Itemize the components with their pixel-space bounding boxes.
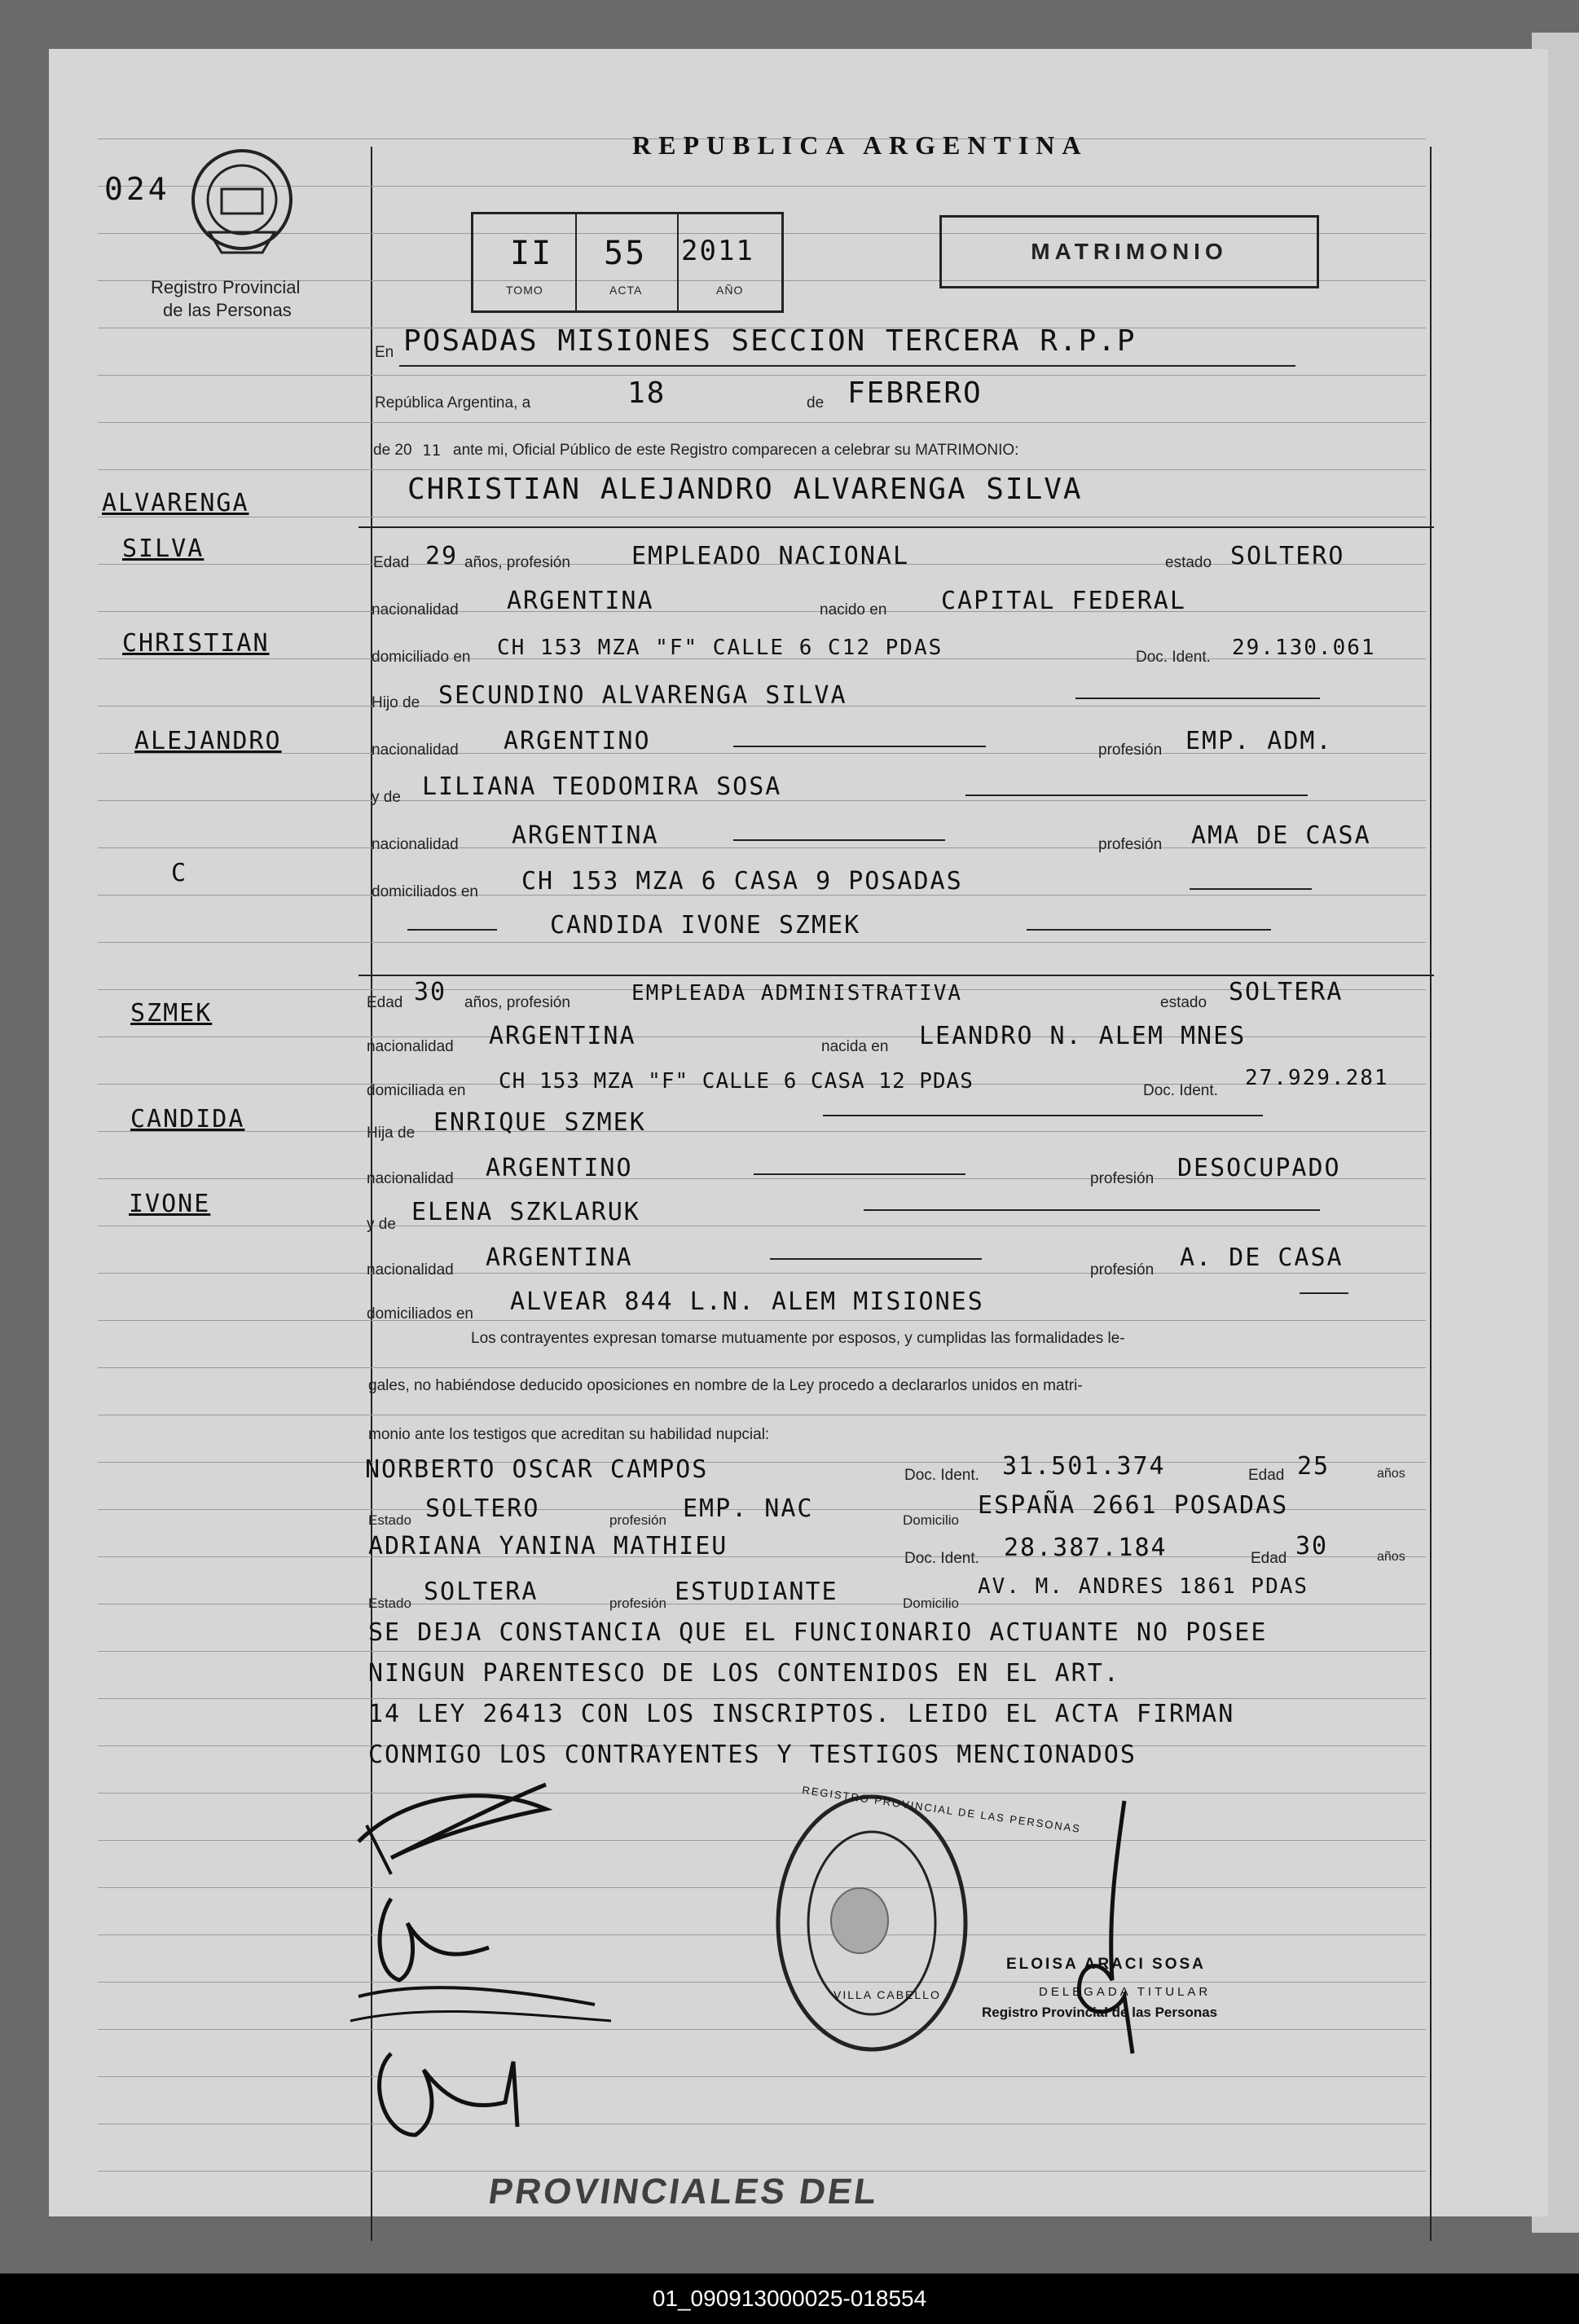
ruled-line	[98, 611, 1426, 612]
label: y de	[367, 1216, 396, 1233]
groom-full-name: CHRISTIAN ALEJANDRO ALVARENGA SILVA	[407, 473, 1083, 506]
label: Edad	[1248, 1467, 1285, 1484]
label: años, profesión	[464, 554, 570, 571]
note-line-2: NINGUN PARENTESCO DE LOS CONTENIDOS EN EL ART.	[368, 1659, 1120, 1688]
act-type-box: MATRIMONIO	[939, 215, 1319, 288]
groom-marital: SOLTERO	[1230, 542, 1345, 570]
witness-2-address: AV. M. ANDRES 1861 PDAS	[978, 1574, 1309, 1599]
label: y de	[372, 789, 401, 806]
label: domiciliado en	[372, 649, 471, 666]
stamp-inner-text: VILLA CABELLO	[833, 1988, 941, 2001]
label: Hijo de	[372, 694, 420, 711]
ruled-line	[98, 2076, 1426, 2077]
underline	[965, 794, 1308, 796]
label: nacida en	[821, 1038, 889, 1055]
bride-doc: 27.929.281	[1245, 1066, 1389, 1090]
note-line-4: CONMIGO LOS CONTRAYENTES Y TESTIGOS MENCIONADOS	[368, 1741, 1137, 1769]
bride-father-nationality: ARGENTINO	[486, 1154, 633, 1182]
label: años, profesión	[464, 994, 570, 1011]
bride-father-profession: DESOCUPADO	[1177, 1154, 1341, 1182]
tomo-label: TOMO	[506, 284, 543, 297]
groom-mother-profession: AMA DE CASA	[1191, 821, 1371, 850]
witness-2-profession: ESTUDIANTE	[675, 1578, 838, 1606]
label: domiciliados en	[367, 1305, 473, 1323]
year-prefix: de 20	[373, 442, 412, 459]
bride-profession: EMPLEADA ADMINISTRATIVA	[631, 981, 963, 1006]
stamp-text: REGISTRO PROVINCIAL DE LAS PERSONAS	[801, 1784, 1082, 1835]
bride-nationality: ARGENTINA	[489, 1022, 636, 1050]
label: domiciliada en	[367, 1082, 466, 1099]
underline	[754, 1173, 965, 1175]
anio-value: 2011	[681, 235, 754, 267]
underline	[407, 929, 497, 931]
declaration-line-2: gales, no habiéndose deducido oposiciones en nombre de la Ley procedo a declararlos unidos en matri-	[368, 1377, 1083, 1394]
ruled-line	[98, 942, 1426, 943]
ruled-line	[98, 1982, 1426, 1983]
groom-profession: EMPLEADO NACIONAL	[631, 542, 910, 570]
label: Estado	[368, 1596, 411, 1611]
registry-box	[471, 212, 784, 313]
signatures-drawing	[342, 1760, 611, 2208]
label: Domicilio	[903, 1596, 959, 1611]
registry-name-2: de las Personas	[163, 300, 292, 320]
groom-doc: 29.130.061	[1232, 636, 1376, 660]
witness-1-address: ESPAÑA 2661 POSADAS	[978, 1491, 1289, 1520]
label: Domicilio	[903, 1512, 959, 1528]
coat-of-arms-icon	[181, 139, 303, 261]
groom-birthplace: CAPITAL FEDERAL	[941, 587, 1186, 615]
ruled-line	[98, 469, 1426, 470]
anio-label: AÑO	[716, 284, 744, 297]
day-value: 18	[627, 376, 666, 410]
country-title: REPUBLICA ARGENTINA	[632, 130, 1089, 160]
official-title: DELEGADA TITULAR	[1039, 1985, 1212, 1999]
label: profesión	[1098, 836, 1163, 853]
sheet-number: 024	[104, 171, 170, 207]
margin-note-surname-1: ALVARENGA	[102, 489, 249, 517]
ruled-line	[98, 1556, 1426, 1557]
label: Doc. Ident.	[1136, 649, 1211, 666]
label: profesión	[1090, 1261, 1155, 1279]
bride-age: 30	[414, 978, 447, 1006]
separator	[358, 975, 1434, 976]
month-value: FEBRERO	[847, 376, 983, 410]
ruled-line	[98, 1934, 1426, 1935]
ruled-line	[98, 422, 1426, 423]
margin-note-name-1: CHRISTIAN	[122, 629, 270, 658]
margin-note-bride-name-2: IVONE	[129, 1190, 211, 1218]
republica-label: República Argentina, a	[375, 394, 531, 412]
stamp-icon	[770, 1789, 974, 2058]
groom-nationality: ARGENTINA	[507, 587, 654, 615]
official-signature	[1051, 1793, 1165, 2062]
label: nacionalidad	[372, 601, 459, 618]
margin-note-initial: C	[171, 859, 188, 887]
label: nacionalidad	[372, 836, 459, 853]
label: profesión	[609, 1596, 666, 1611]
ruled-line	[98, 2029, 1426, 2030]
label: nacionalidad	[367, 1261, 454, 1279]
separator	[358, 526, 1434, 528]
registry-name: Registro Provincial	[151, 277, 301, 297]
witness-1-name: NORBERTO OSCAR CAMPOS	[365, 1455, 709, 1484]
label: profesión	[1090, 1170, 1155, 1187]
year-suffix: 11	[422, 442, 441, 460]
ruled-line	[98, 1887, 1426, 1888]
official-registry: Registro Provincial de las Personas	[982, 2005, 1218, 2020]
ruled-line	[98, 1793, 1426, 1794]
witness-1-marital: SOLTERO	[425, 1494, 540, 1523]
underline	[864, 1209, 1320, 1211]
margin-note-name-2: ALEJANDRO	[134, 727, 282, 755]
label: años	[1377, 1467, 1405, 1481]
groom-mother-nationality: ARGENTINA	[512, 821, 659, 850]
bride-mother-profession: A. DE CASA	[1180, 1243, 1344, 1272]
ruled-line	[98, 375, 1426, 376]
witness-2-doc: 28.387.184	[1004, 1534, 1168, 1562]
official-name: ELOISA ARACI SOSA	[1006, 1956, 1206, 1973]
acta-value: 55	[604, 235, 647, 272]
bleed-through-text: PROVINCIALES DEL	[486, 2172, 882, 2212]
groom-age: 29	[425, 542, 459, 570]
bride-mother: ELENA SZKLARUK	[411, 1198, 640, 1226]
label: estado	[1160, 994, 1207, 1011]
place-value: POSADAS MISIONES SECCION TERCERA R.P.P	[403, 324, 1137, 358]
witness-2-age: 30	[1295, 1532, 1329, 1560]
bride-address: CH 153 MZA "F" CALLE 6 CASA 12 PDAS	[499, 1069, 974, 1094]
witness-1-age: 25	[1297, 1452, 1330, 1481]
note-line-3: 14 LEY 26413 CON LOS INSCRIPTOS. LEIDO EL ACTA FIRMAN	[368, 1700, 1235, 1728]
label: Edad	[1251, 1550, 1287, 1567]
bride-birthplace: LEANDRO N. ALEM MNES	[919, 1022, 1247, 1050]
statement: ante mi, Oficial Público de este Registro comparecen a celebrar su MATRIMONIO:	[453, 442, 1019, 459]
underline	[823, 1115, 1263, 1116]
label: Estado	[368, 1512, 411, 1528]
groom-address: CH 153 MZA "F" CALLE 6 C12 PDAS	[497, 636, 943, 660]
underline	[1027, 929, 1271, 931]
underline	[733, 746, 986, 747]
underline	[1075, 698, 1320, 699]
groom-father-profession: EMP. ADM.	[1185, 727, 1333, 755]
label: Doc. Ident.	[904, 1467, 979, 1484]
label: Hija de	[367, 1125, 416, 1142]
label: nacionalidad	[372, 742, 459, 759]
label: Edad	[373, 554, 410, 571]
en-label: En	[375, 344, 394, 361]
footer-id: 01_090913000025-018554	[0, 2273, 1579, 2324]
witness-2-marital: SOLTERA	[424, 1578, 539, 1606]
label: nacionalidad	[367, 1170, 454, 1187]
witness-1-doc: 31.501.374	[1002, 1452, 1166, 1481]
underline	[1300, 1292, 1348, 1294]
bride-father: ENRIQUE SZMEK	[433, 1108, 646, 1137]
declaration-line-1: Los contrayentes expresan tomarse mutuamente por esposos, y cumplidas las formalidades le-	[471, 1330, 1125, 1347]
bride-marital: SOLTERA	[1229, 978, 1344, 1006]
ruled-line	[98, 1840, 1426, 1841]
ruled-line	[98, 1651, 1426, 1652]
tomo-value: II	[510, 235, 553, 272]
label: domiciliados en	[372, 883, 478, 900]
official-stamp	[770, 1784, 1082, 2058]
underline	[399, 365, 1295, 367]
bride-full-name: CANDIDA IVONE SZMEK	[550, 911, 861, 940]
label: profesión	[1098, 742, 1163, 759]
label: profesión	[609, 1512, 666, 1528]
bride-parents-address: ALVEAR 844 L.N. ALEM MISIONES	[510, 1287, 984, 1316]
note-line-1: SE DEJA CONSTANCIA QUE EL FUNCIONARIO ACTUANTE NO POSEE	[368, 1618, 1268, 1647]
ruled-line	[98, 1367, 1426, 1368]
witness-1-profession: EMP. NAC	[683, 1494, 814, 1523]
underline	[733, 839, 945, 841]
witness-2-name: ADRIANA YANINA MATHIEU	[368, 1532, 728, 1560]
bride-mother-nationality: ARGENTINA	[486, 1243, 633, 1272]
declaration-line-3: monio ante los testigos que acreditan su habilidad nupcial:	[368, 1426, 770, 1443]
margin-note-bride-name-1: CANDIDA	[130, 1105, 245, 1133]
margin-note-bride-surname: SZMEK	[130, 999, 213, 1028]
label: estado	[1165, 554, 1212, 571]
de-label: de	[807, 394, 825, 412]
label: años	[1377, 1550, 1405, 1564]
underline	[770, 1258, 982, 1260]
label: nacionalidad	[367, 1038, 454, 1055]
groom-mother: LILIANA TEODOMIRA SOSA	[422, 772, 782, 801]
label: Doc. Ident.	[904, 1550, 979, 1567]
groom-parents-address: CH 153 MZA 6 CASA 9 POSADAS	[521, 867, 963, 896]
ruled-line	[98, 1462, 1426, 1463]
ruled-line	[98, 1698, 1426, 1699]
groom-father: SECUNDINO ALVARENGA SILVA	[438, 681, 847, 710]
acta-label: ACTA	[609, 284, 643, 297]
label: Edad	[367, 994, 403, 1011]
groom-father-nationality: ARGENTINO	[504, 727, 651, 755]
label: Doc. Ident.	[1143, 1082, 1218, 1099]
ruled-line	[98, 1273, 1426, 1274]
underline	[1190, 888, 1312, 890]
label: nacido en	[820, 601, 887, 618]
ruled-line	[98, 1320, 1426, 1321]
ruled-line	[98, 1131, 1426, 1132]
margin-note-surname-2: SILVA	[122, 535, 205, 563]
right-rule	[1430, 147, 1432, 2241]
